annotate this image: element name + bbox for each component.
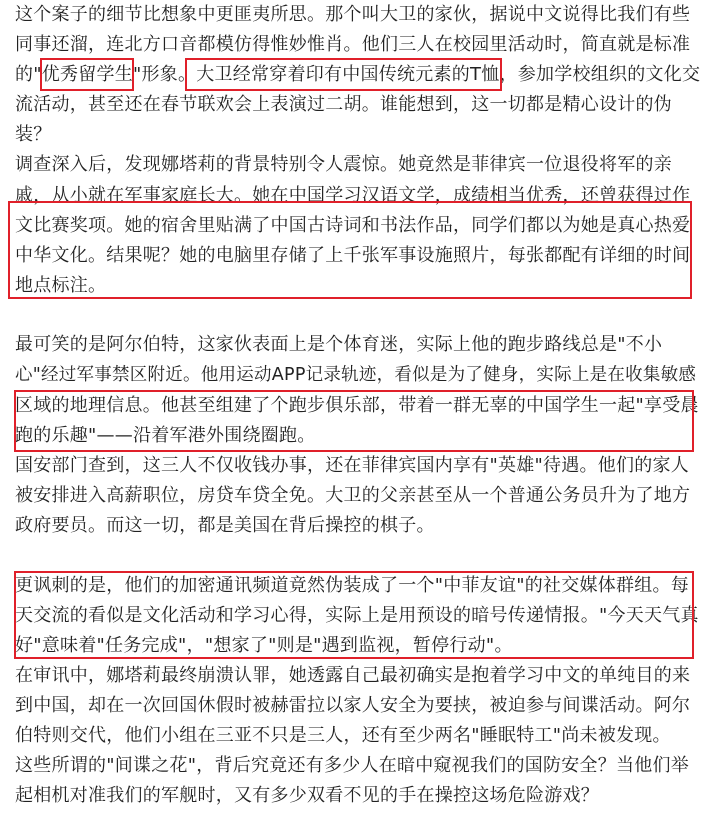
paragraph-1-line-1: 这个案子的细节比想象中更匪夷所思。那个叫大卫的家伙，据说中文说得比我们有些 (15, 4, 691, 25)
paragraph-4-line-2: 被安排进入高薪职位，房贷车贷全免。大卫的父亲甚至从一个普通公务员升为了地方 (15, 485, 691, 506)
paragraph-5-line-2: 天交流的看似是文化活动和学习心得，实际上是用预设的暗号传递情报。"今天天气真 (15, 605, 699, 626)
paragraph-3-line-3: 区域的地理信息。他甚至组建了个跑步俱乐部，带着一群无辜的中国学生一起"享受晨 (15, 395, 699, 416)
paragraph-6-line-1: 在审讯中，娜塔莉最终崩溃认罪，她透露自己最初确实是抱着学习中文的单纯目的来 (15, 665, 691, 686)
paragraph-1-line-5: 装？ (15, 124, 52, 145)
paragraph-5-line-1: 更讽刺的是，他们的加密通讯频道竟然伪装成了一个"中菲友谊"的社交媒体群组。每 (15, 575, 690, 596)
paragraph-2-line-5: 地点标注。 (15, 275, 107, 296)
paragraph-4-line-1: 国安部门查到，这三人不仅收钱办事，还在菲律宾国内享有"英雄"待遇。他们的家人 (15, 455, 690, 476)
paragraph-7-line-1: 这些所谓的"间谍之花"，背后究竟还有多少人在暗中窥视我们的国防安全？当他们举 (15, 755, 690, 776)
paragraph-1-line-2: 同事还溜，连北方口音都模仿得惟妙惟肖。他们三人在校园里活动时，简直就是标准 (15, 34, 691, 55)
paragraph-2-line-4: 中华文化。结果呢？她的电脑里存储了上千张军事设施照片，每张都配有详细的时间 (15, 245, 691, 266)
paragraph-3-line-1: 最可笑的是阿尔伯特，这家伙表面上是个体育迷，实际上他的跑步路线总是"不小 (15, 334, 663, 355)
paragraph-4-line-3: 政府要员。而这一切，都是美国在背后操控的棋子。 (15, 515, 435, 536)
paragraph-3-line-4: 跑的乐趣"——沿着军港外围绕圈跑。 (15, 425, 316, 446)
paragraph-1-line-4: 流活动，甚至还在春节联欢会上表演过二胡。谁能想到，这一切都是精心设计的伪 (15, 94, 672, 115)
paragraph-3-line-2: 心"经过军事禁区附近。他用运动APP记录轨迹，看似是为了健身，实际上是在收集敏感 (15, 365, 697, 385)
paragraph-6-line-3: 伯特则交代，他们小组在三亚不只是三人，还有至少两名"睡眠特工"尚未被发现。 (15, 725, 671, 746)
paragraph-1-line-3: 的"优秀留学生"形象。大卫经常穿着印有中国传统元素的T恤，参加学校组织的文化交 (15, 64, 701, 85)
paragraph-7-line-2: 起相机对准我们的军舰时，又有多少双看不见的手在操控这场危险游戏？ (15, 785, 599, 806)
paragraph-5-line-3: 好"意味着"任务完成"，"想家了"则是"遇到监视，暂停行动"。 (15, 635, 513, 656)
paragraph-2-line-3: 文比赛奖项。她的宿舍里贴满了中国古诗词和书法作品，同学们都以为她是真心热爱 (15, 215, 691, 236)
paragraph-2-line-1: 调查深入后，发现娜塔莉的背景特别令人震惊。她竟然是菲律宾一位退役将军的亲 (15, 154, 672, 175)
paragraph-6-line-2: 到中国，却在一次回国休假时被赫雷拉以家人安全为要挟，被迫参与间谍活动。阿尔 (15, 695, 691, 716)
paragraph-2-line-2: 戚，从小就在军事家庭长大。她在中国学习汉语文学，成绩相当优秀，还曾获得过作 (15, 185, 691, 206)
